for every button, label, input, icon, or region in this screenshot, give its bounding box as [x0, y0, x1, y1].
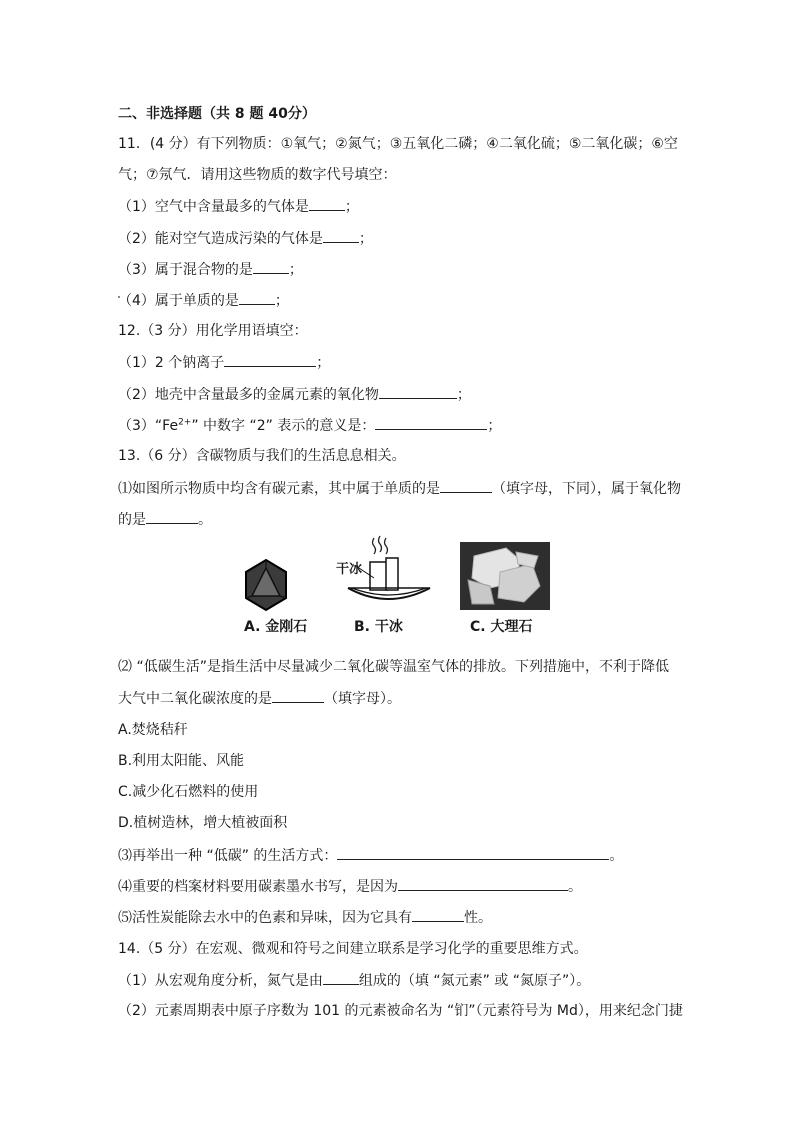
- q11-part1-text: （1）空气中含量最多的气体是: [118, 199, 309, 215]
- answer-blank[interactable]: [398, 876, 568, 891]
- punct: ；: [487, 418, 502, 434]
- punct: ；: [344, 199, 359, 215]
- q13-part5-end: 性。: [464, 910, 492, 926]
- punct: 。: [568, 879, 582, 895]
- answer-blank[interactable]: [379, 384, 457, 399]
- q13-part1-line2: [118, 509, 212, 530]
- q11-stem-line2: 气；⑦氖气．请用这些物质的数字代号填空：: [118, 167, 397, 183]
- q13-part1-text: ⑴如图所示物质中均含有碳元素，其中属于单质的是: [118, 481, 440, 497]
- answer-blank[interactable]: [375, 415, 487, 430]
- q12-part1-text: （1）2 个钠离子: [118, 355, 225, 371]
- answer-blank[interactable]: [224, 352, 316, 367]
- punct: ；: [274, 293, 289, 309]
- option-b: B.利用太阳能、风能: [118, 753, 245, 769]
- q13-part3-text: ⑶再举出一种 “低碳” 的生活方式：: [118, 848, 338, 864]
- q13-part2-text: 大气中二氧化碳浓度的是: [118, 691, 272, 707]
- caption-b: B. 干冰: [354, 619, 403, 635]
- marble-photo: [460, 542, 550, 610]
- q11-part3-text: （3）属于混合物的是: [118, 262, 253, 278]
- q13-part2-line2: [118, 688, 401, 709]
- answer-blank[interactable]: [272, 688, 324, 703]
- punct: ；: [358, 231, 373, 247]
- answer-blank[interactable]: [309, 196, 345, 211]
- q11-part1: [118, 196, 359, 217]
- answer-blank[interactable]: [146, 509, 198, 524]
- carbon-substances-figure: [230, 540, 570, 640]
- q12-part3: [118, 415, 501, 436]
- q11-part4-text: （4）属于单质的是: [118, 293, 239, 309]
- q12-part3-pre: （3）“Fe: [118, 418, 179, 434]
- punct: 。: [609, 848, 624, 864]
- q13-part1-line1: [118, 478, 681, 499]
- q13-part2-line1: ⑵ “低碳生活”是指生活中尽量减少二氧化碳等温室气体的排放。下列措施中，不利于降低: [118, 659, 669, 675]
- caption-c: C. 大理石: [470, 619, 533, 635]
- answer-blank[interactable]: [323, 970, 359, 985]
- q13-part1-text3: 的是: [118, 512, 146, 528]
- q13-part4: [118, 876, 582, 897]
- answer-blank[interactable]: [239, 290, 275, 305]
- q11-part3: [118, 259, 303, 280]
- q12-part1: [118, 352, 330, 373]
- q11-part2: [118, 228, 373, 249]
- q13-stem: 13.（6 分）含碳物质与我们的生活息息相关。: [118, 448, 406, 464]
- answer-blank[interactable]: [440, 478, 492, 493]
- q12-part3-post: ” 中数字 “2” 表示的意义是：: [191, 418, 376, 434]
- q13-part3: [118, 845, 623, 866]
- q13-part1-text2: （填字母，下同），属于氧化物: [492, 481, 681, 497]
- section-title: 二、非选择题（共 8 题 40分）: [118, 106, 316, 122]
- answer-blank[interactable]: [253, 259, 289, 274]
- q14-part1-text2: 组成的（填 “氮元素” 或 “氮原子”）。: [358, 973, 591, 989]
- q13-part4-text: ⑷重要的档案材料要用碳素墨水书写，是因为: [118, 879, 398, 895]
- q11-part2-text: （2）能对空气造成污染的气体是: [118, 231, 323, 247]
- option-c: C.减少化石燃料的使用: [118, 784, 259, 800]
- dry-ice-label: 干冰: [336, 562, 363, 577]
- q12-part2: [118, 384, 471, 405]
- q11-stem-line1: 11．(4 分）有下列物质：①氧气；②氮气；③五氧化二磷；④二氧化硫；⑤二氧化碳；⑥空: [118, 136, 678, 152]
- q14-stem: 14.（5 分）在宏观、微观和符号之间建立联系是学习化学的重要思维方式。: [118, 941, 588, 957]
- punct: 。: [198, 512, 212, 528]
- option-a: A.焚烧秸秆: [118, 722, 188, 738]
- answer-blank[interactable]: [323, 228, 359, 243]
- diamond-icon: [242, 558, 290, 612]
- q13-part5: [118, 907, 492, 928]
- q13-part5-text: ⑸活性炭能除去水中的色素和异味，因为它具有: [118, 910, 412, 926]
- q12-stem: 12.（3 分）用化学用语填空：: [118, 323, 308, 339]
- q13-part2-end: （填字母）。: [324, 691, 401, 707]
- q14-part2: （2）元素周期表中原子序数为 101 的元素被命名为 “钔”（元素符号为 Md），用来纪念门捷: [118, 1003, 683, 1019]
- punct: ；: [456, 387, 471, 403]
- caption-a: A. 金刚石: [244, 619, 308, 635]
- q14-part1: [118, 970, 590, 991]
- q11-part4: [118, 290, 289, 311]
- answer-blank[interactable]: [337, 845, 609, 860]
- punct: ；: [288, 262, 303, 278]
- answer-blank[interactable]: [412, 907, 464, 922]
- option-d: D.植树造林，增大植被面积: [118, 815, 288, 831]
- q14-part1-text: （1）从宏观角度分析，氮气是由: [118, 973, 323, 989]
- q12-part2-text: （2）地壳中含量最多的金属元素的氧化物: [118, 387, 379, 403]
- charge-superscript: 2+: [178, 417, 192, 428]
- punct: ；: [316, 355, 331, 371]
